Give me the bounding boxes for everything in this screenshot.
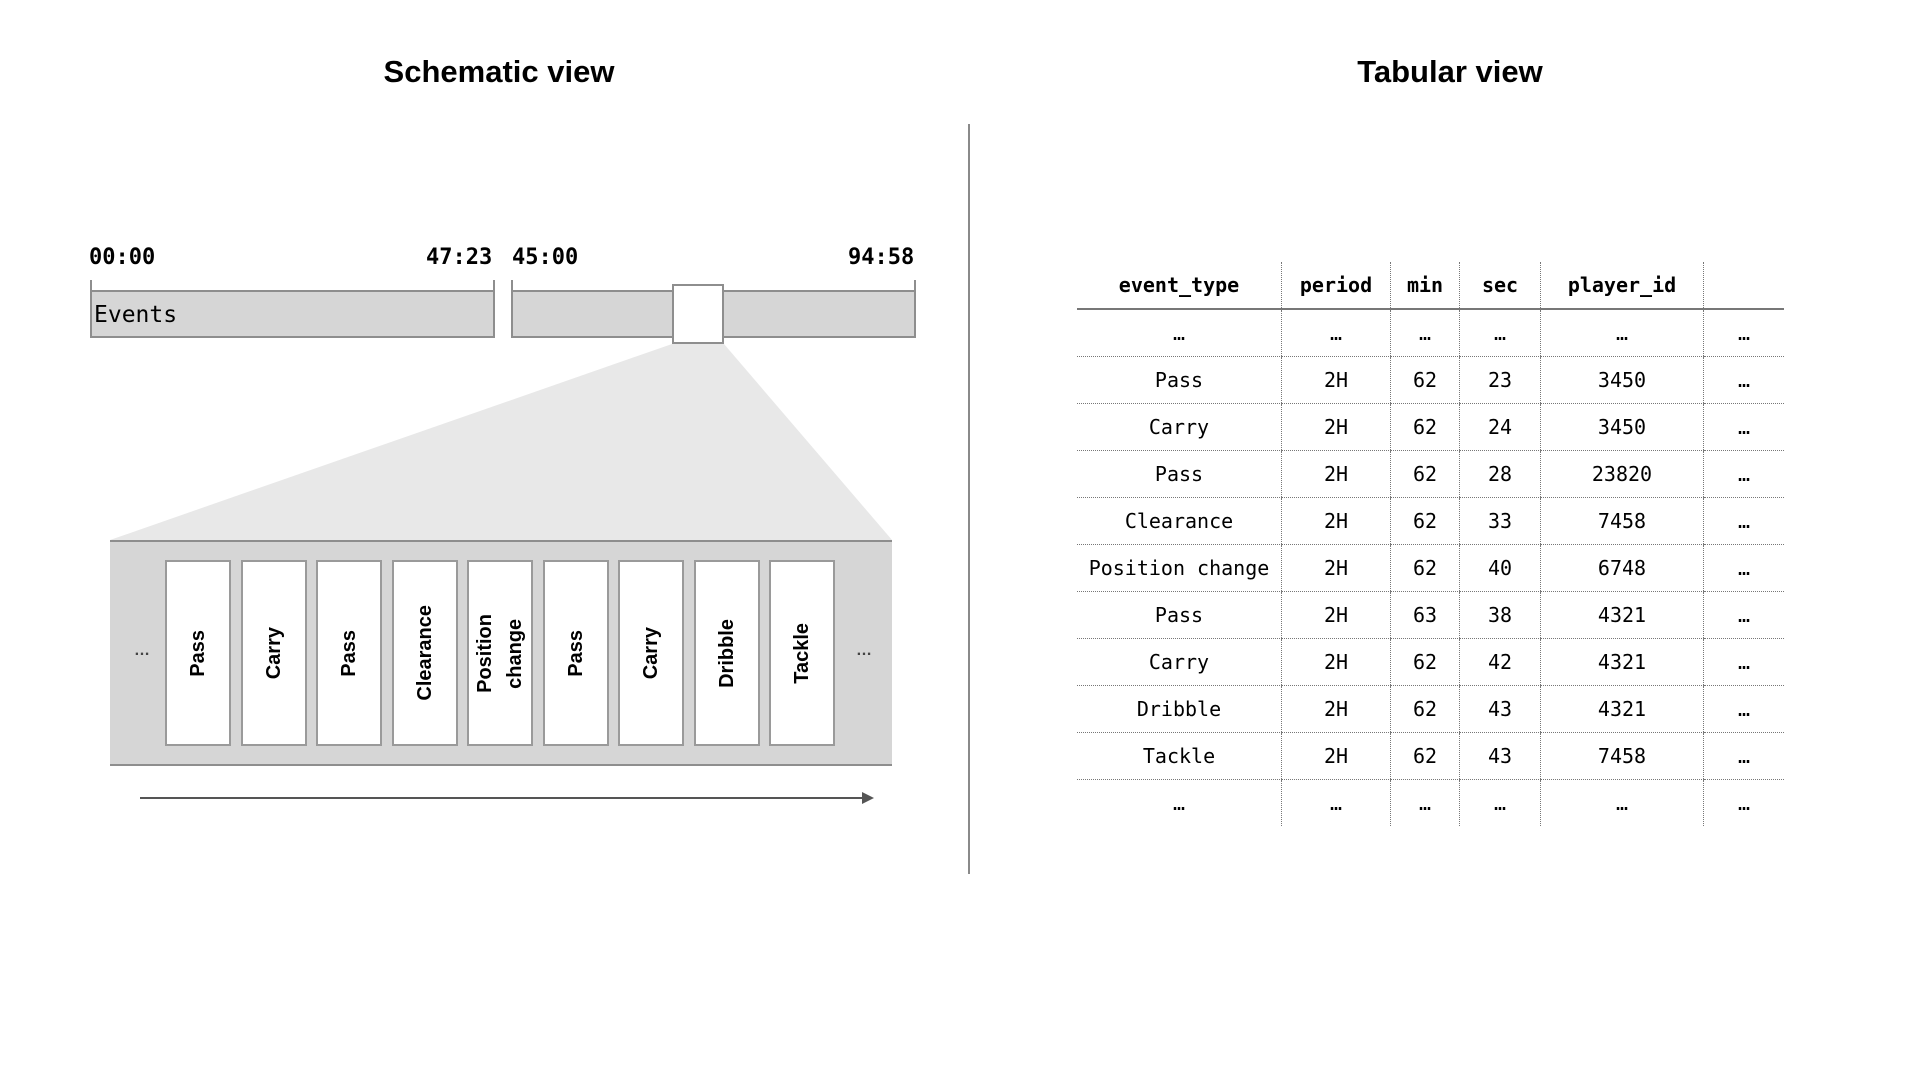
table-cell: 62 (1391, 404, 1460, 451)
event-card-label: Pass (564, 629, 587, 677)
event-card (241, 560, 307, 746)
table-row (1077, 309, 1784, 357)
table-cell: Carry (1077, 404, 1282, 451)
table-cell: 2H (1282, 357, 1391, 404)
table-row (1077, 498, 1784, 545)
table-cell: … (1704, 309, 1785, 357)
table-cell: … (1541, 309, 1704, 357)
column-header: player_id (1541, 262, 1704, 309)
column-header: period (1282, 262, 1391, 309)
event-card-label: Carry (262, 626, 285, 680)
table-cell: … (1391, 309, 1460, 357)
table-cell: Dribble (1077, 686, 1282, 733)
table-cell: … (1704, 451, 1785, 498)
table-cell: Position change (1077, 545, 1282, 592)
event-card (392, 560, 458, 746)
zoom-cone (110, 344, 892, 540)
table-cell: 62 (1391, 733, 1460, 780)
table-row (1077, 545, 1784, 592)
table-cell: … (1704, 404, 1785, 451)
event-card (467, 560, 533, 746)
event-card-label: Position change (474, 613, 526, 693)
bar-tick (493, 280, 495, 292)
table-cell: 38 (1460, 592, 1541, 639)
table-cell: … (1704, 545, 1785, 592)
table-cell: 23 (1460, 357, 1541, 404)
table-cell: … (1704, 686, 1785, 733)
table-cell: 2H (1282, 545, 1391, 592)
table-cell: 3450 (1541, 357, 1704, 404)
table-cell: … (1077, 309, 1282, 357)
table-cell: Pass (1077, 357, 1282, 404)
zoom-window (672, 284, 724, 344)
event-card-label: Dribble (715, 618, 738, 688)
table-row (1077, 357, 1784, 404)
table-cell: 28 (1460, 451, 1541, 498)
event-card (618, 560, 684, 746)
table-cell: 3450 (1541, 404, 1704, 451)
table-cell: 62 (1391, 357, 1460, 404)
column-header: min (1391, 262, 1460, 309)
table-cell: … (1541, 780, 1704, 827)
table-cell: 4321 (1541, 639, 1704, 686)
events-label: Events (94, 302, 178, 328)
table-cell: 6748 (1541, 545, 1704, 592)
table-cell: … (1282, 309, 1391, 357)
bar-tick (914, 280, 916, 292)
bar-tick (511, 280, 513, 292)
table-cell: 4321 (1541, 686, 1704, 733)
table-cell: … (1460, 780, 1541, 827)
table-cell: … (1704, 357, 1785, 404)
table-cell: 42 (1460, 639, 1541, 686)
table-cell: … (1704, 592, 1785, 639)
column-header (1704, 262, 1785, 309)
schematic-view-title: Schematic view (383, 54, 615, 89)
column-header: event_type (1077, 262, 1282, 309)
time-arrow (140, 797, 866, 799)
first-half-events-bar (90, 290, 495, 338)
table-row (1077, 733, 1784, 780)
event-card (543, 560, 609, 746)
table-cell: 62 (1391, 686, 1460, 733)
first-half-start-time: 00:00 (89, 245, 156, 270)
table-row (1077, 686, 1784, 733)
table-cell: Tackle (1077, 733, 1282, 780)
table-row (1077, 780, 1784, 827)
second-half-end-time: 94:58 (848, 245, 915, 270)
event-card-label: Carry (640, 626, 662, 680)
event-card (694, 560, 760, 746)
table-cell: … (1391, 780, 1460, 827)
table-row (1077, 451, 1784, 498)
table-cell: 62 (1391, 451, 1460, 498)
tabular-view-title: Tabular view (1357, 54, 1543, 89)
table-cell: 33 (1460, 498, 1541, 545)
event-card-label: Pass (338, 629, 360, 677)
table-cell: … (1704, 498, 1785, 545)
event-card (165, 560, 231, 746)
events-table (1077, 262, 1784, 826)
table-cell: … (1282, 780, 1391, 827)
table-row (1077, 404, 1784, 451)
table-cell: 2H (1282, 686, 1391, 733)
table-cell: 2H (1282, 592, 1391, 639)
second-half-start-time: 45:00 (512, 245, 579, 270)
table-cell: … (1704, 780, 1785, 827)
table-header-row (1077, 262, 1784, 309)
event-card-label: Pass (187, 629, 209, 677)
table-cell: 62 (1391, 498, 1460, 545)
table-cell: 2H (1282, 404, 1391, 451)
strip-ellipsis-left: … (134, 642, 150, 659)
table-cell: 24 (1460, 404, 1541, 451)
table-cell: … (1172, 791, 1186, 815)
bar-tick (90, 280, 92, 292)
table-cell: Carry (1077, 639, 1282, 686)
table-cell: 23820 (1541, 451, 1704, 498)
table-cell: 7458 (1541, 733, 1704, 780)
table-cell: 62 (1391, 639, 1460, 686)
table-cell: 2H (1282, 451, 1391, 498)
table-cell: … (1704, 733, 1785, 780)
table-cell: Clearance (1077, 498, 1282, 545)
table-cell: 4321 (1541, 592, 1704, 639)
table-cell: 2H (1282, 733, 1391, 780)
table-cell: Pass (1077, 451, 1282, 498)
event-card-label: Tackle (791, 622, 813, 684)
table-cell: 40 (1460, 545, 1541, 592)
table-row (1077, 592, 1784, 639)
table-cell: 63 (1391, 592, 1460, 639)
table-row (1077, 639, 1784, 686)
table-cell: 62 (1391, 545, 1460, 592)
table-cell: 2H (1282, 639, 1391, 686)
column-header: sec (1460, 262, 1541, 309)
first-half-end-time: 47:23 (426, 245, 493, 270)
event-sequence-strip (110, 540, 892, 766)
table-cell: Pass (1077, 592, 1282, 639)
table-cell: … (1704, 639, 1785, 686)
event-card (316, 560, 382, 746)
time-arrow-head (862, 792, 874, 804)
event-card-label: Clearance (413, 605, 436, 701)
event-card (769, 560, 835, 746)
table-cell: 2H (1282, 498, 1391, 545)
table-cell: 43 (1460, 686, 1541, 733)
table-cell: 7458 (1541, 498, 1704, 545)
table-cell: 43 (1460, 733, 1541, 780)
table-cell: … (1460, 309, 1541, 357)
strip-ellipsis-right: … (856, 642, 872, 659)
